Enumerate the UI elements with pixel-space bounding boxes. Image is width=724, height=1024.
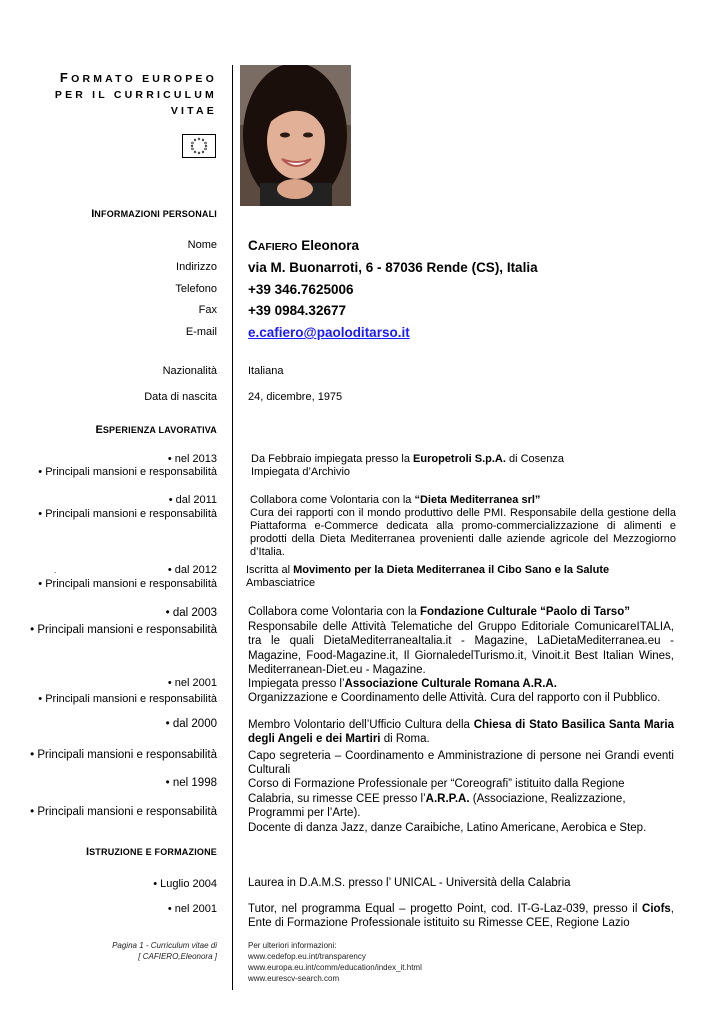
work-text: Iscritta al	[246, 564, 294, 576]
nationality-label: Nazionalità	[162, 365, 217, 377]
work-company: Movimento per la Dieta Mediterranea il Cibo Sano e la Salute	[293, 564, 610, 576]
work-role: Organizzazione e Coordinamento delle Attività. Cura del rapporto con il Pubblico.	[248, 692, 661, 704]
work-entry	[248, 777, 658, 835]
cv-format-title	[55, 70, 217, 119]
work-role-label: • Principali mansioni e responsabilità	[30, 624, 217, 636]
work-role-label: • Principali mansioni e responsabilità	[38, 466, 217, 478]
section-personal-info: INFORMAZIONI PERSONALI	[91, 208, 217, 220]
vertical-divider	[232, 65, 233, 990]
eu-flag-icon	[182, 134, 216, 158]
work-date: • dal 2012	[167, 564, 217, 576]
nationality-value: Italiana	[248, 365, 284, 377]
title-line-1-rest: ORMATO EUROPEO	[71, 73, 217, 85]
work-date: • dal 2003	[165, 607, 217, 619]
work-date: • nel 2001	[167, 677, 217, 689]
education-org: Ciofs	[642, 903, 671, 915]
work-text: Corso di Formazione Professionale per “Coreografi” istituito dalla Regione Calabria, su rimesse CEE presso l’	[248, 778, 625, 805]
section-personal-rest: NFORMAZIONI PERSONALI	[94, 209, 217, 219]
email-link[interactable]: e.cafiero@paoloditarso.it	[248, 325, 410, 340]
work-company: Associazione Culturale Romana A.R.A.	[344, 678, 557, 690]
address-value: via M. Buonarroti, 6 - 87036 Rende (CS), Italia	[248, 260, 538, 275]
section-work-experience: ESPERIENZA LAVORATIVA	[95, 424, 217, 436]
section-education: ISTRUZIONE E FORMAZIONE	[86, 846, 217, 858]
education-entry: Laurea in D.A.M.S. presso l’ UNICAL - Università della Calabria	[248, 877, 571, 889]
work-text-end: di Roma.	[380, 733, 430, 745]
title-line-2: PER IL CURRICULUM	[54, 89, 217, 101]
work-company: Fondazione Culturale “Paolo di Tarso”	[419, 606, 630, 618]
work-text-end: di Cosenza	[505, 453, 565, 465]
email-label: E-mail	[185, 326, 217, 338]
work-text: Collabora come Volontaria con la	[248, 606, 420, 618]
work-date: • nel 1998	[165, 777, 217, 789]
work-company: “Dieta Mediterranea srl”	[414, 494, 541, 506]
work-role: Responsabile delle Attività Telematiche del Gruppo Editoriale ComunicareITALIA, tra le quali DietaMediterraneaItalia.it - Magazine, LaDietaMediterranea.eu - Magazine, Food-Magazine.it, Il GiornaledelTurismo.it, Vinoit.it Best Italian Wines, Mediterranean-Diet.eu - Magazine.	[248, 620, 674, 676]
work-entry	[246, 564, 672, 590]
fax-label: Fax	[198, 304, 217, 316]
work-text: Collabora come Volontaria con la	[250, 494, 415, 506]
fax-value: +39 0984.32677	[248, 303, 346, 318]
work-company: A.R.P.A.	[425, 792, 470, 805]
first-name: Eleonora	[301, 238, 359, 253]
work-text: Impiegata presso l’	[248, 678, 345, 690]
work-role-label: • Principali mansioni e responsabilità	[30, 806, 217, 818]
work-role-label: • Principali mansioni e responsabilità	[30, 749, 217, 761]
name-label: Nome	[187, 239, 217, 251]
title-line-3: VITAE	[170, 105, 217, 117]
phone-label: Telefono	[175, 283, 217, 295]
work-date: • nel 2013	[167, 453, 217, 465]
name-value: CAFIERO Eleonora	[248, 238, 359, 253]
work-entry	[250, 494, 676, 559]
work-text-end: (Associazione, Realizzazione, Programmi per l’Arte).	[248, 792, 626, 819]
work-company: Chiesa di Stato Basilica Santa Maria degli Angeli e dei Martiri	[248, 719, 674, 745]
footer-page-info	[112, 940, 217, 962]
section-education-rest: STRUZIONE E FORMAZIONE	[89, 847, 217, 857]
work-role: Impiegata d’Archivio	[251, 466, 351, 478]
education-date: • nel 2001	[167, 903, 217, 915]
work-role: Cura dei rapporti con il mondo produttivo delle PMI. Responsabile della gestione della Piattaforma e-Commerce dedicata alla promo-commercializzazione di alimenti e prodotti della Dieta Mediterranea provenienti dalle aziende agricole del Mezzogiorno d’Italia.	[250, 507, 676, 558]
work-entry	[251, 453, 677, 479]
footer-links	[248, 940, 422, 984]
education-date: • Luglio 2004	[153, 878, 217, 890]
stray-mark: .	[54, 566, 57, 575]
work-role: Ambasciatrice	[246, 577, 316, 589]
birth-label: Data di nascita	[144, 391, 217, 403]
work-role: Capo segreteria – Coordinamento e Amministrazione di persone nei Grandi eventi Culturali	[248, 750, 674, 776]
work-role-label: • Principali mansioni e responsabilità	[38, 578, 217, 590]
footer-link[interactable]: www.europa.eu.int/comm/education/index_it.html	[248, 963, 422, 972]
footer-link[interactable]: www.cedefop.eu.int/transparency	[248, 952, 366, 961]
work-date: • dal 2000	[165, 718, 217, 730]
profile-photo	[240, 65, 351, 206]
work-date: • dal 2011	[168, 494, 217, 506]
work-text: Da Febbraio impiegata presso la	[251, 453, 414, 465]
email-value	[248, 325, 410, 341]
work-entry	[248, 605, 674, 678]
footer-info-label: Per ulteriori informazioni:	[248, 941, 337, 950]
work-role-label: • Principali mansioni e responsabilità	[38, 508, 217, 520]
work-entry	[248, 677, 674, 705]
work-role-label: • Principali mansioni e responsabilità	[38, 693, 217, 705]
birth-value: 24, dicembre, 1975	[248, 391, 343, 403]
education-entry	[248, 902, 674, 930]
title-line-1: FORMATO EUROPEO	[59, 70, 217, 85]
address-label: Indirizzo	[176, 261, 217, 273]
work-company: Europetroli S.p.A.	[413, 453, 506, 465]
work-role: Docente di danza Jazz, danze Caraibiche, Latino Americane, Aerobica e Step.	[248, 821, 647, 834]
work-text: Membro Volontario dell’Ufficio Cultura della	[248, 719, 474, 731]
footer-name-line: [ CAFIERO,Eleonora ]	[138, 952, 217, 961]
phone-value: +39 346.7625006	[248, 282, 354, 297]
footer-link[interactable]: www.eurescv-search.com	[248, 974, 340, 983]
education-text: Tutor, nel programma Equal – progetto Point, cod. IT-G-Laz-039, presso il	[248, 903, 643, 915]
education-text-end: , Ente di Formazione Professionale istituito su Rimesse CEE, Regione Lazio	[248, 903, 674, 929]
footer-page-line: Pagina 1 - Curriculum vitae di	[112, 941, 217, 950]
section-work-rest: SPERIENZA LAVORATIVA	[102, 425, 217, 435]
work-entry	[248, 718, 674, 746]
